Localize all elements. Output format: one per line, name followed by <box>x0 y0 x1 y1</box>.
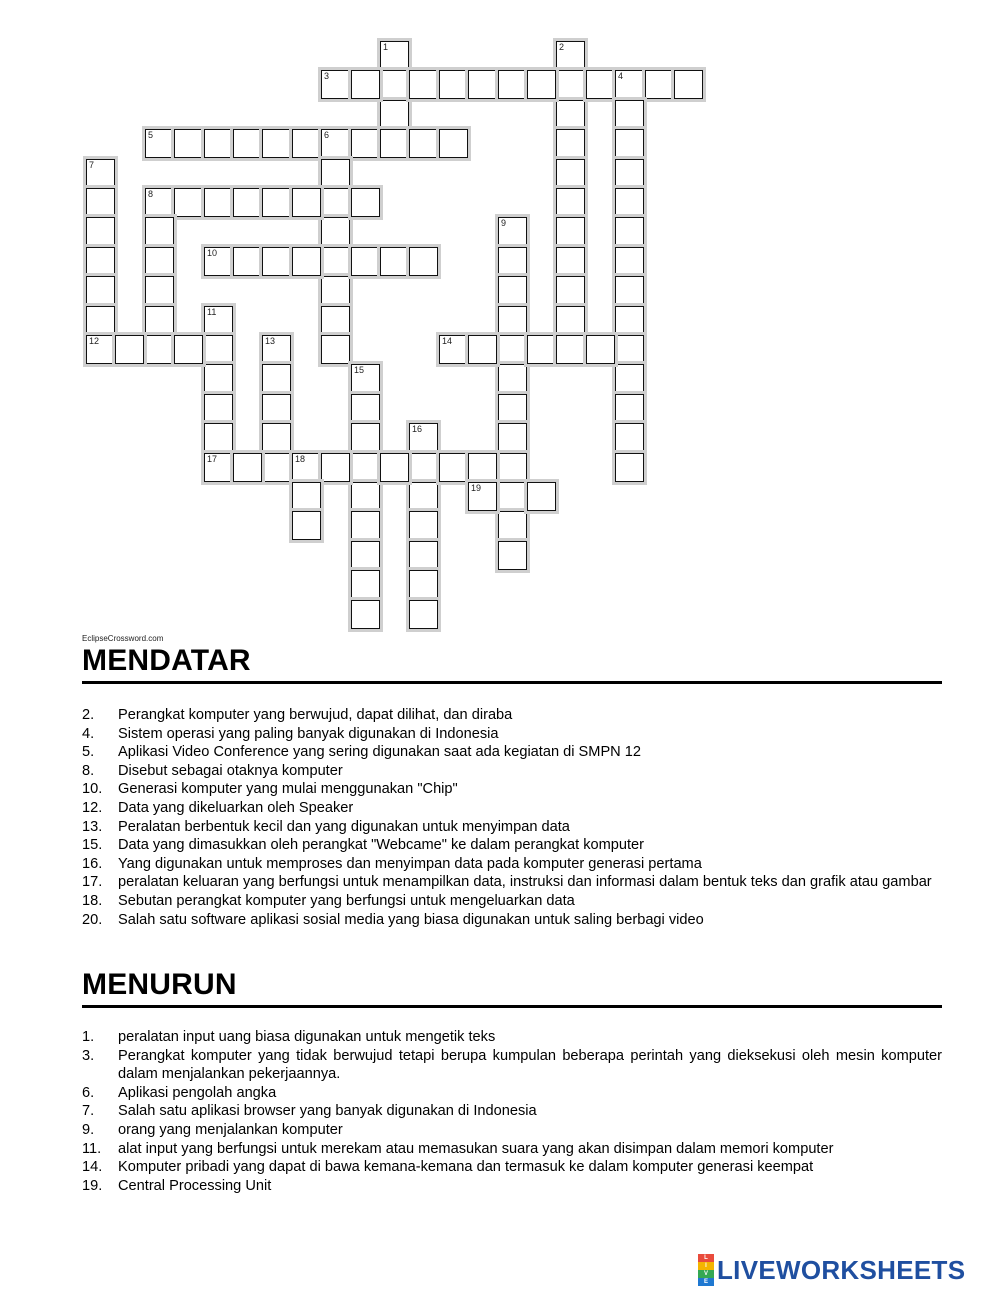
crossword-cell[interactable] <box>527 482 556 511</box>
crossword-cell[interactable] <box>292 482 321 511</box>
crossword-cell[interactable] <box>351 394 380 423</box>
crossword-cell[interactable] <box>615 364 644 393</box>
crossword-cell[interactable] <box>439 453 468 482</box>
crossword-cell[interactable] <box>262 129 291 158</box>
clue-number-label: 15 <box>354 365 365 375</box>
clue-text: Peralatan berbentuk kecil dan yang digunakan untuk menyimpan data <box>118 818 570 835</box>
crossword-cell[interactable] <box>409 482 438 511</box>
clue-number: 20. <box>82 911 103 928</box>
crossword-cell[interactable] <box>439 129 468 158</box>
clue-number: 15. <box>82 837 103 854</box>
crossword-cell[interactable] <box>615 276 644 305</box>
crossword-cell[interactable] <box>468 335 497 364</box>
crossword-cell[interactable] <box>204 364 233 393</box>
crossword-cell[interactable] <box>645 70 674 99</box>
brand-text: LIVEWORKSHEETS <box>717 1254 966 1285</box>
clue-text: Aplikasi pengolah angka <box>118 1084 277 1101</box>
crossword-cell[interactable] <box>321 276 350 305</box>
crossword-cell[interactable] <box>204 335 233 364</box>
crossword-cell[interactable] <box>86 217 115 246</box>
clue-text: Sistem operasi yang paling banyak digunakan di Indonesia <box>118 725 499 742</box>
crossword-cell[interactable] <box>556 70 585 99</box>
crossword-cell[interactable] <box>498 453 527 482</box>
clue-item <box>82 873 942 892</box>
clue-item <box>82 706 942 725</box>
crossword-cell[interactable] <box>615 100 644 129</box>
crossword-cell[interactable] <box>498 394 527 423</box>
crossword-cell[interactable] <box>409 423 438 452</box>
crossword-cell[interactable] <box>351 541 380 570</box>
crossword-cell[interactable] <box>556 41 585 70</box>
crossword-cell[interactable] <box>204 129 233 158</box>
crossword-cell[interactable] <box>351 364 380 393</box>
clue-text: Sebutan perangkat komputer yang berfungsi untuk mengeluarkan data <box>118 892 575 909</box>
crossword-cell[interactable] <box>204 453 233 482</box>
crossword-cell[interactable] <box>86 276 115 305</box>
crossword-cell[interactable] <box>409 541 438 570</box>
clue-text: Salah satu software aplikasi sosial media yang biasa digunakan untuk saling berbagi video <box>118 911 704 928</box>
clue-number-label: 11 <box>207 307 217 317</box>
clue-item <box>82 799 942 818</box>
logo-letter-block: L <box>698 1254 714 1262</box>
crossword-cell[interactable] <box>145 276 174 305</box>
crossword-cell[interactable] <box>556 129 585 158</box>
crossword-cell[interactable] <box>409 247 438 276</box>
clue-text: Data yang dimasukkan oleh perangkat "Webcame" ke dalam perangkat komputer <box>118 837 645 854</box>
crossword-cell[interactable] <box>439 70 468 99</box>
crossword-cell[interactable] <box>615 453 644 482</box>
crossword-cell[interactable] <box>556 247 585 276</box>
crossword-cell[interactable] <box>321 188 350 217</box>
clue-number: 3. <box>82 1047 95 1064</box>
crossword-cell[interactable] <box>468 70 497 99</box>
crossword-cell[interactable] <box>527 70 556 99</box>
clue-number-label: 17 <box>207 454 218 464</box>
crossword-cell[interactable] <box>262 188 291 217</box>
crossword-cell[interactable] <box>409 511 438 540</box>
crossword-cell[interactable] <box>380 41 409 70</box>
clue-text: Data yang dikeluarkan oleh Speaker <box>118 799 354 816</box>
crossword-cell[interactable] <box>498 306 527 335</box>
clue-number-label: 13 <box>265 336 276 346</box>
clue-number: 8. <box>82 762 95 779</box>
clue-number-label: 4 <box>618 71 624 81</box>
clue-text: Disebut sebagai otaknya komputer <box>118 762 343 779</box>
clue-text: Perangkat komputer yang berwujud, dapat dilihat, dan diraba <box>118 707 513 723</box>
crossword-cell[interactable] <box>321 70 350 99</box>
clue-item <box>82 1028 942 1047</box>
clue-number-label: 7 <box>89 160 95 170</box>
crossword-cell[interactable] <box>498 276 527 305</box>
crossword-cell[interactable] <box>615 129 644 158</box>
liveworksheets-logo <box>698 1254 965 1286</box>
clue-item <box>82 836 942 855</box>
crossword-cell[interactable] <box>351 570 380 599</box>
crossword-cell[interactable] <box>527 335 556 364</box>
crossword-cell[interactable] <box>262 453 291 482</box>
clue-number: 17. <box>82 874 103 891</box>
crossword-cell[interactable] <box>439 335 468 364</box>
crossword-cell[interactable] <box>204 394 233 423</box>
crossword-cell[interactable] <box>498 335 527 364</box>
clue-item <box>82 1140 942 1159</box>
crossword-cell[interactable] <box>556 335 585 364</box>
clue-text: Aplikasi Video Conference yang sering digunakan saat ada kegiatan di SMPN 12 <box>118 744 642 761</box>
crossword-cell[interactable] <box>351 600 380 629</box>
clue-item <box>82 1158 942 1177</box>
crossword-cell[interactable] <box>498 541 527 570</box>
menurun-heading: MENURUN <box>82 968 237 1001</box>
crossword-cell[interactable] <box>351 247 380 276</box>
logo-letter-block: E <box>698 1278 714 1286</box>
crossword-cell[interactable] <box>292 188 321 217</box>
crossword-cell[interactable] <box>380 453 409 482</box>
clue-number-label: 18 <box>295 454 306 464</box>
clue-number-label: 9 <box>501 218 507 228</box>
crossword-cell[interactable] <box>86 306 115 335</box>
crossword-cell[interactable] <box>380 100 409 129</box>
clue-number: 12. <box>82 799 103 816</box>
crossword-cell[interactable] <box>498 364 527 393</box>
crossword-cell[interactable] <box>409 570 438 599</box>
crossword-cell[interactable] <box>262 423 291 452</box>
logo-letter-block: I <box>698 1262 714 1270</box>
clue-number: 2. <box>82 707 95 723</box>
crossword-cell[interactable] <box>351 70 380 99</box>
clue-number: 14. <box>82 1159 103 1176</box>
crossword-cell[interactable] <box>409 129 438 158</box>
credit-text: EclipseCrossword.com <box>82 634 164 643</box>
clue-number: 16. <box>82 855 103 872</box>
clue-item <box>82 855 942 874</box>
clue-number-label: 3 <box>324 71 330 81</box>
clue-number: 5. <box>82 744 95 761</box>
crossword-cell[interactable] <box>498 482 527 511</box>
crossword-cell[interactable] <box>380 70 409 99</box>
crossword-cell[interactable] <box>204 247 233 276</box>
crossword-cell[interactable] <box>409 453 438 482</box>
clue-number: 6. <box>82 1084 95 1101</box>
crossword-cell[interactable] <box>292 247 321 276</box>
clue-number: 13. <box>82 818 103 835</box>
crossword-cell[interactable] <box>321 129 350 158</box>
crossword-cell[interactable] <box>233 129 262 158</box>
clue-item <box>82 743 942 762</box>
crossword-cell[interactable] <box>262 247 291 276</box>
crossword-cell[interactable] <box>321 247 350 276</box>
crossword-cell[interactable] <box>615 423 644 452</box>
crossword-cell[interactable] <box>233 453 262 482</box>
clue-item <box>82 780 942 799</box>
clue-number: 9. <box>82 1121 95 1138</box>
crossword-cell[interactable] <box>292 453 321 482</box>
crossword-cell[interactable] <box>615 159 644 188</box>
clue-number: 19. <box>82 1177 103 1194</box>
crossword-cell[interactable] <box>145 247 174 276</box>
crossword-cell[interactable] <box>556 306 585 335</box>
crossword-cell[interactable] <box>380 129 409 158</box>
crossword-cell[interactable] <box>351 129 380 158</box>
liveworksheets-icon <box>698 1254 714 1286</box>
crossword-cell[interactable] <box>204 423 233 452</box>
crossword-cell[interactable] <box>615 70 644 99</box>
logo-letter-block: V <box>698 1270 714 1278</box>
crossword-cell[interactable] <box>615 335 644 364</box>
crossword-cell[interactable] <box>351 188 380 217</box>
crossword-cell[interactable] <box>380 247 409 276</box>
crossword-cell[interactable] <box>409 70 438 99</box>
clue-number: 7. <box>82 1103 95 1120</box>
crossword-cell[interactable] <box>498 217 527 246</box>
crossword-cell[interactable] <box>409 600 438 629</box>
crossword-cell[interactable] <box>292 129 321 158</box>
clue-item <box>82 725 942 744</box>
clue-item <box>82 1121 942 1140</box>
crossword-cell[interactable] <box>262 394 291 423</box>
clue-number-label: 12 <box>89 336 100 346</box>
crossword-cell[interactable] <box>321 306 350 335</box>
clue-item <box>82 762 942 781</box>
mendatar-heading: MENDATAR <box>82 644 251 677</box>
clue-number-label: 14 <box>442 336 453 346</box>
clue-number-label: 16 <box>412 424 423 434</box>
clue-text: peralatan keluaran yang berfungsi untuk menampilkan data, instruksi dan informasi dalam bentuk teks dan grafik atau gambar <box>118 874 932 891</box>
crossword-cell[interactable] <box>586 70 615 99</box>
clue-number: 4. <box>82 725 95 742</box>
clue-number-label: 10 <box>207 248 218 258</box>
crossword-cell[interactable] <box>86 188 115 217</box>
crossword-cell[interactable] <box>586 335 615 364</box>
crossword-cell[interactable] <box>556 159 585 188</box>
clue-number: 18. <box>82 892 103 909</box>
crossword-cell[interactable] <box>145 306 174 335</box>
clue-text: orang yang menjalankan komputer <box>118 1121 343 1138</box>
crossword-cell[interactable] <box>321 159 350 188</box>
crossword-cell[interactable] <box>174 129 203 158</box>
clue-item <box>82 892 942 911</box>
crossword-cell[interactable] <box>351 482 380 511</box>
crossword-cell[interactable] <box>145 217 174 246</box>
crossword-cell[interactable] <box>321 453 350 482</box>
mendatar-rule <box>82 681 942 684</box>
clue-text: Generasi komputer yang mulai menggunakan "Chip" <box>118 781 458 798</box>
crossword-cell[interactable] <box>468 453 497 482</box>
clue-number: 11. <box>82 1140 102 1157</box>
crossword-cell[interactable] <box>174 188 203 217</box>
crossword-cell[interactable] <box>145 188 174 217</box>
clue-item <box>82 911 942 930</box>
crossword-cell[interactable] <box>321 335 350 364</box>
clue-text: alat input yang berfungsi untuk merekam atau memasukan suara yang akan disimpan dalam memori komputer <box>118 1140 834 1157</box>
crossword-cell[interactable] <box>233 247 262 276</box>
crossword-grid <box>0 0 1000 640</box>
crossword-cell[interactable] <box>351 511 380 540</box>
mendatar-clue-list <box>82 706 942 929</box>
crossword-cell[interactable] <box>615 188 644 217</box>
clue-number-label: 1 <box>383 42 389 52</box>
crossword-cell[interactable] <box>615 306 644 335</box>
crossword-cell[interactable] <box>115 335 144 364</box>
crossword-cell[interactable] <box>262 364 291 393</box>
crossword-cell[interactable] <box>556 217 585 246</box>
crossword-cell[interactable] <box>86 247 115 276</box>
crossword-cell[interactable] <box>351 423 380 452</box>
crossword-cell[interactable] <box>468 482 497 511</box>
clue-number: 10. <box>82 781 103 798</box>
crossword-cell[interactable] <box>174 335 203 364</box>
crossword-cell[interactable] <box>86 159 115 188</box>
clue-number: 1. <box>82 1029 95 1045</box>
clue-number-label: 19 <box>471 483 482 493</box>
crossword-cell[interactable] <box>556 276 585 305</box>
clue-item <box>82 1047 942 1084</box>
clue-text: Yang digunakan untuk memproses dan menyimpan data pada komputer generasi pertama <box>118 855 702 872</box>
crossword-cell[interactable] <box>556 100 585 129</box>
crossword-cell[interactable] <box>674 70 703 99</box>
crossword-cell[interactable] <box>498 247 527 276</box>
crossword-cell[interactable] <box>498 70 527 99</box>
crossword-cell[interactable] <box>498 423 527 452</box>
crossword-cell[interactable] <box>145 335 174 364</box>
clue-text: Perangkat komputer yang tidak berwujud tetapi berupa kumpulan beberapa perintah yang dieksekusi oleh mesin komputer dalam menjalankan pekerjaannya. <box>118 1047 942 1083</box>
menurun-rule <box>82 1005 942 1008</box>
crossword-cell[interactable] <box>204 306 233 335</box>
crossword-cell[interactable] <box>321 217 350 246</box>
clue-text: Central Processing Unit <box>118 1177 272 1194</box>
clue-number-label: 8 <box>148 189 154 199</box>
menurun-clue-list <box>82 1028 942 1195</box>
clue-number-label: 5 <box>148 130 154 140</box>
crossword-cell[interactable] <box>498 511 527 540</box>
clue-number-label: 6 <box>324 130 330 140</box>
clue-item <box>82 1102 942 1121</box>
clue-number-label: 2 <box>559 42 565 52</box>
clue-text: Salah satu aplikasi browser yang banyak digunakan di Indonesia <box>118 1103 537 1120</box>
clue-text: Komputer pribadi yang dapat di bawa kemana-kemana dan termasuk ke dalam komputer generasi keempat <box>118 1159 814 1176</box>
crossword-cell[interactable] <box>204 188 233 217</box>
crossword-cell[interactable] <box>262 335 291 364</box>
clue-item <box>82 818 942 837</box>
crossword-cell[interactable] <box>615 217 644 246</box>
clue-item <box>82 1177 942 1196</box>
crossword-cell[interactable] <box>145 129 174 158</box>
crossword-cell[interactable] <box>233 188 262 217</box>
crossword-cell[interactable] <box>615 394 644 423</box>
clue-item <box>82 1084 942 1103</box>
crossword-cell[interactable] <box>556 188 585 217</box>
crossword-cell[interactable] <box>292 511 321 540</box>
crossword-cell[interactable] <box>351 453 380 482</box>
clue-text: peralatan input uang biasa digunakan untuk mengetik teks <box>118 1029 496 1045</box>
crossword-cell[interactable] <box>86 335 115 364</box>
crossword-cell[interactable] <box>615 247 644 276</box>
